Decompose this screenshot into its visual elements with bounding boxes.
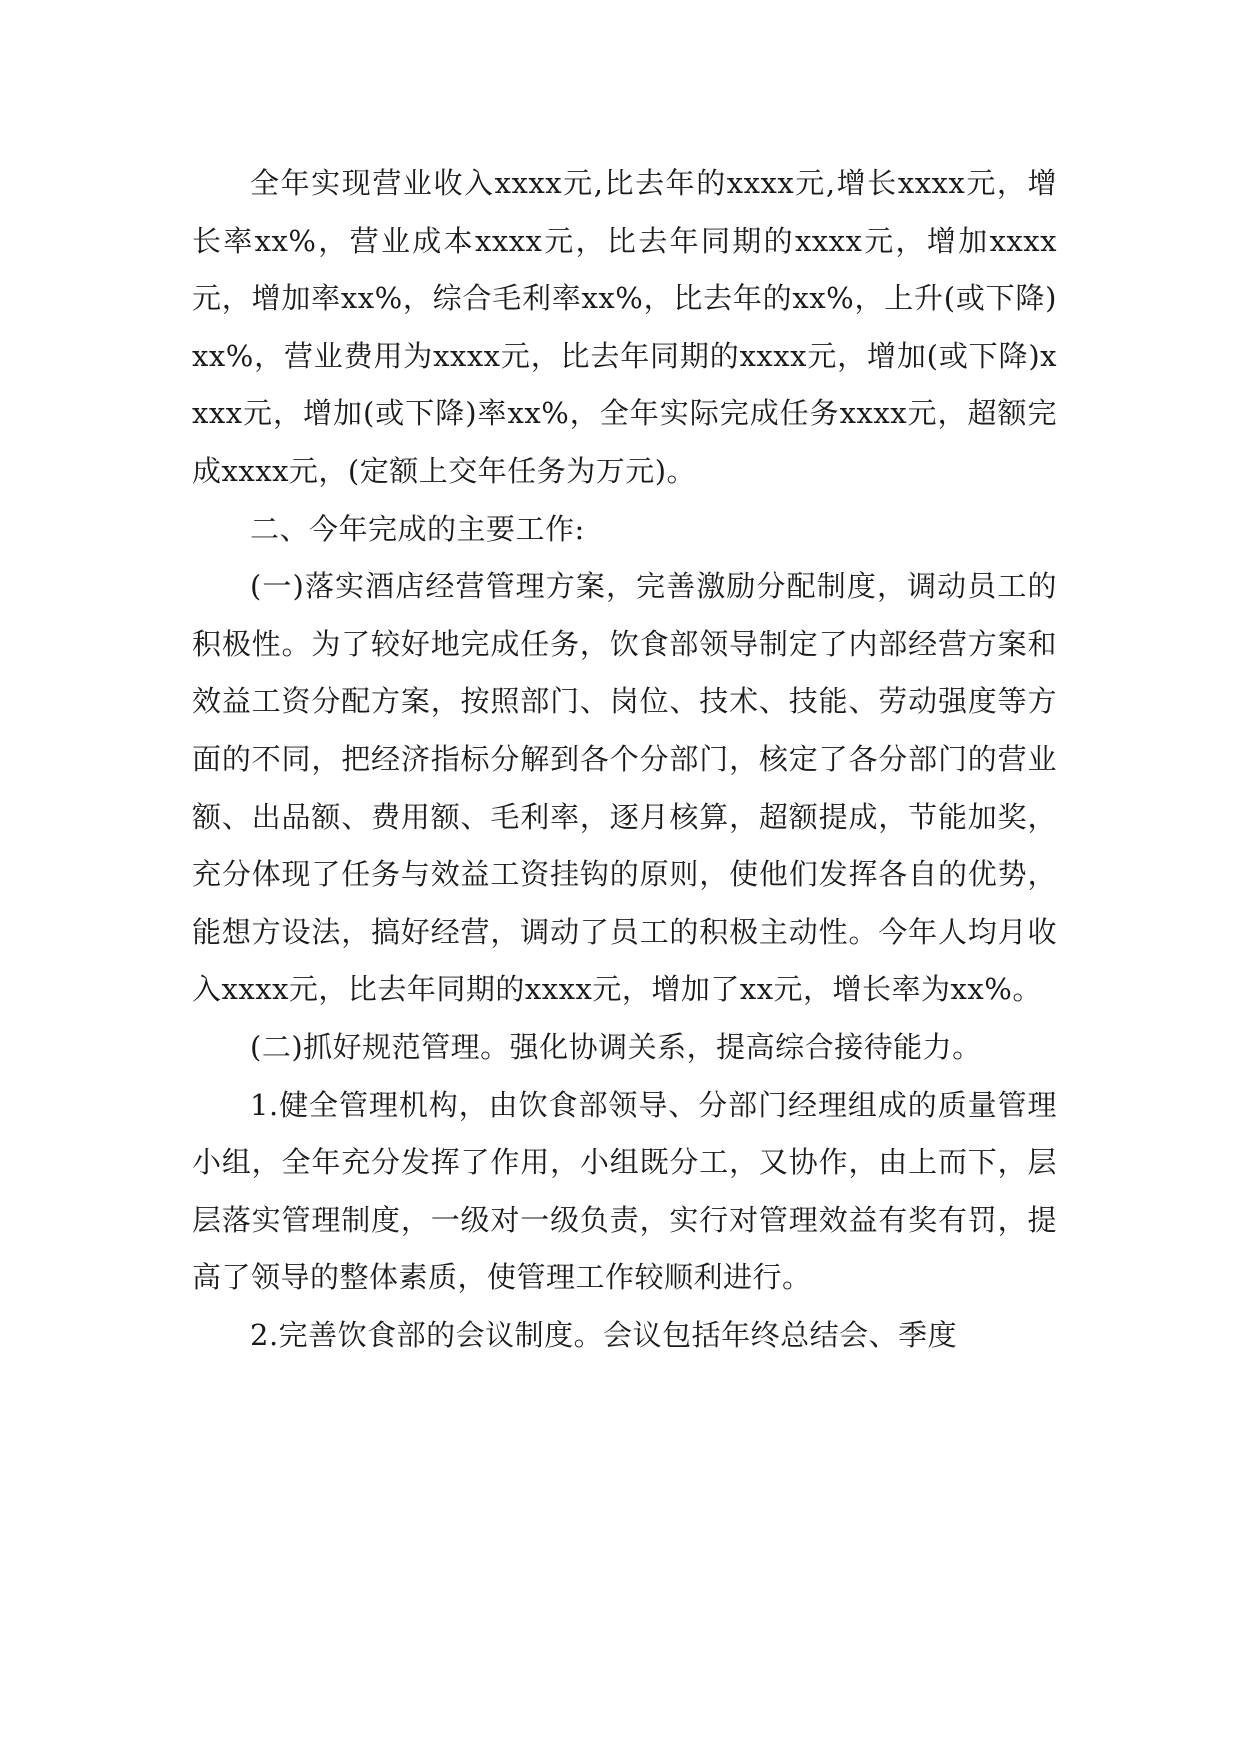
- section-heading-main-work: 二、今年完成的主要工作:: [250, 511, 585, 546]
- paragraph-revenue-summary: 全年实现营业收入xxxx元,比去年的xxxx元,增长xxxx元，增长率xx%，营业成本xxxx元，比去年同期的xxxx元，增加xxxx元，增加率xx%，综合毛利率xx%，比去年的xx%，上升(或下降)xx%，营业费用为xxxx元，比去年同期的xxxx元，增加(或下降)xxxx元，增加(或下降)率xx%，全年实际完成任务xxxx元，超额完成xxxx元，(定额上交年任务为万元)。: [192, 166, 1057, 488]
- paragraph-management-structure: 1.健全管理机构，由饮食部领导、分部门经理组成的质量管理小组，全年充分发挥了作用，小组既分工，又协作，由上而下，层层落实管理制度，一级对一级负责，实行对管理效益有奖有罚，提高了领导的整体素质，使管理工作较顺利进行。: [192, 1087, 1057, 1295]
- paragraph-management-plan: (一)落实酒店经营管理方案，完善激励分配制度，调动员工的积极性。为了较好地完成任务，饮食部领导制定了内部经营方案和效益工资分配方案，按照部门、岗位、技术、技能、劳动强度等方面的不同，把经济指标分解到各个分部门，核定了各分部门的营业额、出品额、费用额、毛利率，逐月核算，超额提成，节能加奖，充分体现了任务与效益工资挂钩的原则，使他们发挥各自的优势，能想方设法，搞好经营，调动了员工的积极主动性。今年人均月收入xxxx元，比去年同期的xxxx元，增加了xx元，增长率为xx%。: [192, 569, 1057, 1007]
- paragraph-meeting-system: 2.完善饮食部的会议制度。会议包括年终总结会、季度: [250, 1317, 958, 1352]
- document-body: [192, 155, 1057, 1364]
- paragraph-standard-management: (二)抓好规范管理。强化协调关系，提高综合接待能力。: [250, 1029, 982, 1064]
